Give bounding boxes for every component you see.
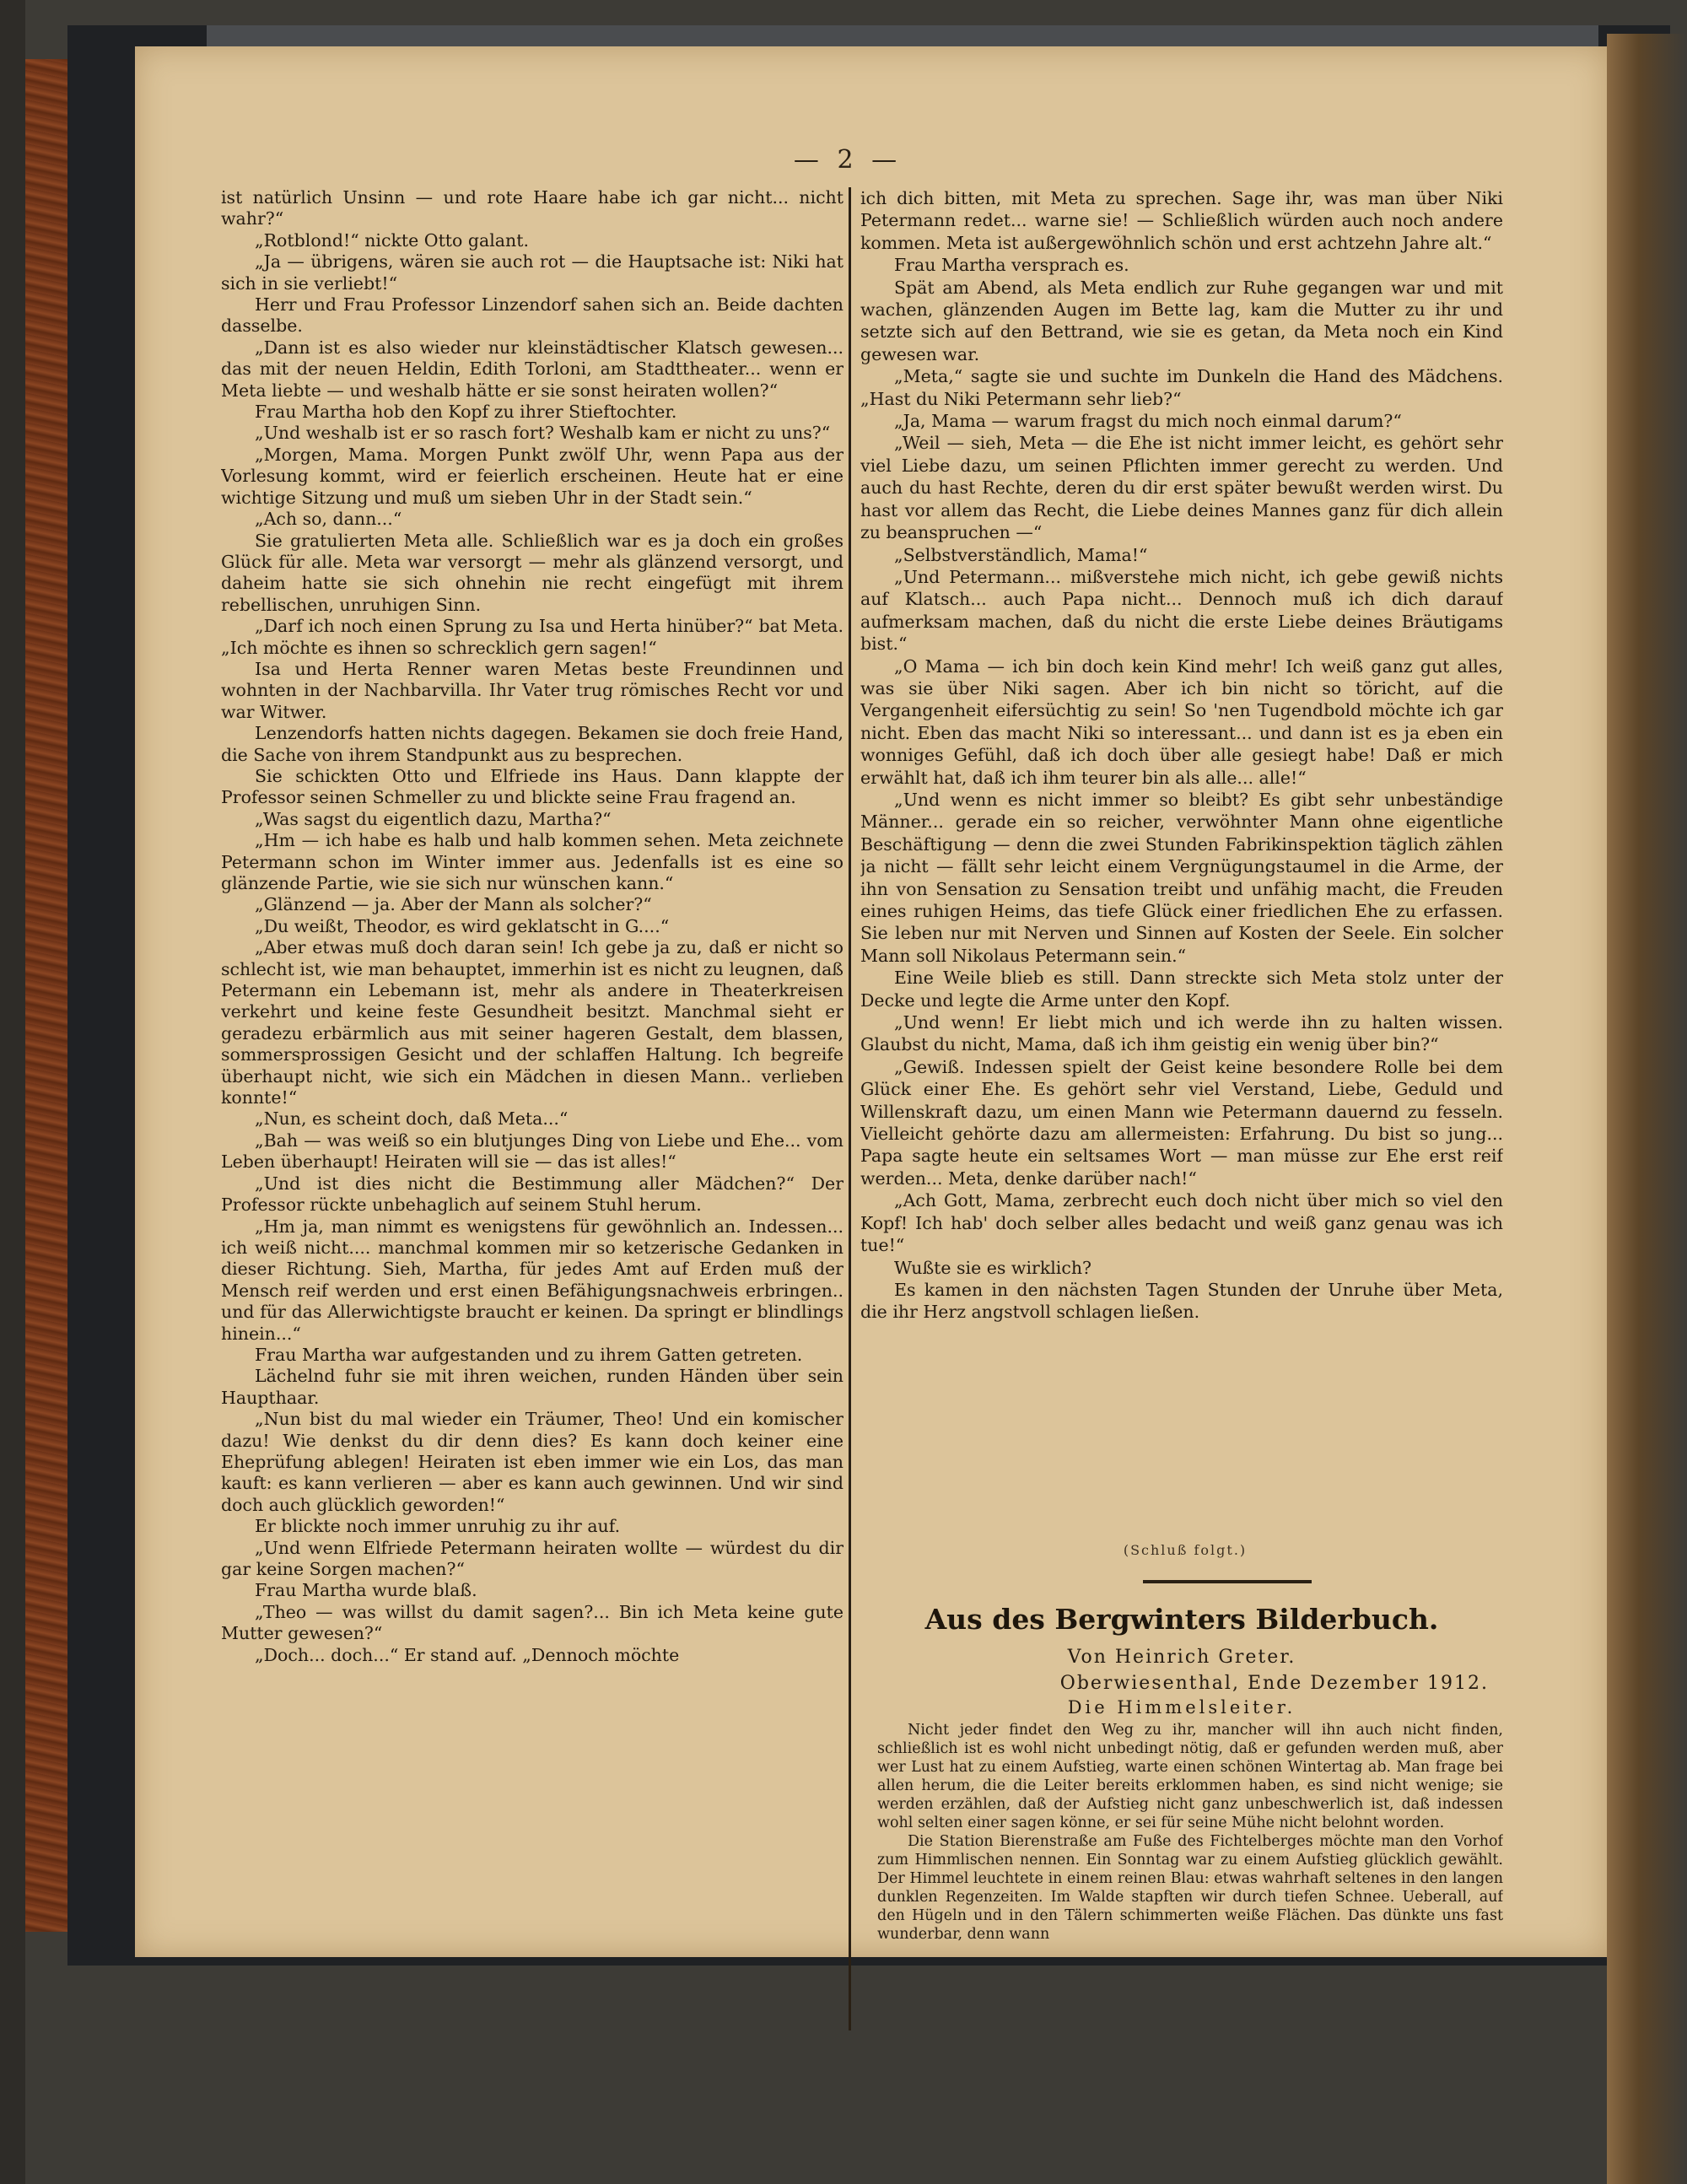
paragraph: Wußte sie es wirklich? bbox=[894, 1257, 1092, 1278]
continuation-mark: (Schluß folgt.) bbox=[1123, 1542, 1248, 1558]
paragraph: Die Station Bierenstraße am Fuße des Fichtelberges möchte man den Vorhof zum Himmlischen nennen. Ein Sonntag war zu einem Aufstieg glücklich gewählt. Der Himmel leuchtete in einem reinen Blau: etwas wahrhaft seltenes in den langen dunklen Regenzeiten. Im Walde stapften wir durch tiefen Schnee. Ueberall, auf den Hügeln und in den Tälern schimmerten weiße Flächen. Das dünkte uns fast wunderbar, denn wann bbox=[877, 1833, 1503, 1943]
paragraph: „Glänzend — ja. Aber der Mann als solcher?“ bbox=[255, 894, 652, 915]
paragraph: Es kamen in den nächsten Tagen Stunden der Unruhe über Meta, die ihr Herz angstvoll schlagen ließen. bbox=[860, 1279, 1503, 1323]
left-text-column bbox=[221, 187, 844, 2030]
right-text-column bbox=[860, 187, 1503, 1550]
paragraph: „Ja, Mama — warum fragst du mich noch einmal darum?“ bbox=[894, 411, 1402, 432]
paragraph: „Gewiß. Indessen spielt der Geist keine besondere Rolle bei dem Glück einer Ehe. Es gehört sehr viel Verstand, Liebe, Geduld und Willenskraft dazu, um einen Mann wie Petermann dauernd zu fesseln. Vielleicht gehörte dazu am allermeisten: Erfahrung. Du bist so jung... Papa sagte heute ein seltsames Wort — man müsse zur Ehe erst reif werden... Meta, denke darüber nach!“ bbox=[860, 1056, 1503, 1189]
paragraph: „Und wenn es nicht immer so bleibt? Es gibt sehr unbeständige Männer... gerade ein so reicher, verwöhnter Mann ohne eigentliche Beschäftigung — denn die zwei Stunden Fabrikinspektion täglich zählen ja nicht — fällt sehr leicht einem Vergnügungstaumel in die Arme, der ihn von Sensation zu Sensation treibt und unfähig macht, die Freuden eines ruhigen Heims, das tiefe Glück einer friedlichen Ehe zu erfassen. Sie leben nur mit Nerven und Sinnen auf Kosten der Seele. Ein solcher Mann soll Nikolaus Petermann sein.“ bbox=[860, 789, 1503, 966]
leather-spine bbox=[25, 59, 67, 1932]
paragraph: „Meta,“ sagte sie und suchte im Dunkeln die Hand des Mädchens. „Hast du Niki Petermann sehr lieb?“ bbox=[860, 366, 1503, 409]
paragraph: Frau Martha versprach es. bbox=[894, 255, 1129, 276]
paragraph: „Und wenn! Er liebt mich und ich werde ihn zu halten wissen. Glaubst du nicht, Mama, daß ich ihm geistig ein wenig über bin?“ bbox=[860, 1012, 1503, 1055]
paragraph: Er blickte noch immer unruhig zu ihr auf. bbox=[255, 1516, 621, 1537]
paragraph: „Nun bist du mal wieder ein Träumer, Theo! Und ein komischer dazu! Wie denkst du dir denn dies? Es kann doch keiner eine Eheprüfung ablegen! Heiraten ist eben immer wie ein Los, das man kauft: es kann verlieren — aber es kann auch gewinnen. Und wir sind doch auch glücklich geworden!“ bbox=[221, 1409, 844, 1515]
paragraph: „Hm — ich habe es halb und halb kommen sehen. Meta zeichnete Petermann schon im Winter immer aus. Jedenfalls ist es eine so glänzende Partie, wie sie sich nur wünschen kann.“ bbox=[221, 830, 844, 893]
paragraph: „Morgen, Mama. Morgen Punkt zwölf Uhr, wenn Papa aus der Vorlesung kommt, wird er feierlich erscheinen. Heute hat er eine wichtige Sitzung und muß um sieben Uhr in der Stadt sein.“ bbox=[221, 444, 844, 508]
paragraph: ich dich bitten, mit Meta zu sprechen. Sage ihr, was man über Niki Petermann redet... warne sie! — Schließlich würden auch noch andere kommen. Meta ist außergewöhnlich schön und erst achtzehn Jahre alt.“ bbox=[860, 188, 1503, 253]
page-number: — 2 — bbox=[793, 145, 903, 175]
paragraph: „Hm ja, man nimmt es wenigstens für gewöhnlich an. Indessen... ich weiß nicht.... manchmal kommen mir so ketzerische Gedanken in dieser Richtung. Sieh, Martha, für jedes Amt auf Erden muß der Mensch reif werden und erst einen Befähigungsnachweis erbringen.. und für das Allerwichtigste braucht er keinen. Da springt er blindlings hinein...“ bbox=[221, 1216, 844, 1344]
paragraph: „Ach Gott, Mama, zerbrecht euch doch nicht über mich so viel den Kopf! Ich hab' doch selber alles bedacht und weiß ganz genau was ich tue!“ bbox=[860, 1190, 1503, 1256]
paragraph: Herr und Frau Professor Linzendorf sahen sich an. Beide dachten dasselbe. bbox=[221, 294, 844, 337]
paragraph: „Dann ist es also wieder nur kleinstädtischer Klatsch gewesen... das mit der neuen Heldin, Edith Torloni, am Stadttheater... wenn er Meta liebte — und weshalb hätte er sie sonst heiraten wollen?“ bbox=[221, 337, 844, 401]
paragraph: Spät am Abend, als Meta endlich zur Ruhe gegangen war und mit wachen, glänzenden Augen im Bette lag, kam die Mutter zu ihr und setzte sich auf den Bettrand, wie sie es getan, da Meta noch ein Kind gewesen war. bbox=[860, 277, 1503, 364]
paragraph: „Rotblond!“ nickte Otto galant. bbox=[255, 229, 529, 251]
cover-top-edge bbox=[207, 25, 1598, 47]
paragraph: Lenzendorfs hatten nichts dagegen. Bekamen sie doch freie Hand, die Sache von ihrem Standpunkt aus zu besprechen. bbox=[221, 723, 844, 765]
paragraph: Nicht jeder findet den Weg zu ihr, mancher will ihn auch nicht finden, schließlich ist es wohl nicht unbedingt nötig, daß er gefunden werden muß, aber wer Lust hat zu einem Aufstieg, warte einen schönen Wintertag ab. Man frage bei allen herum, die die Leiter bereits erklommen haben, es sind nicht wenige; sie werden erzählen, daß der Aufstieg nicht ganz unbeschwerlich ist, daß indessen wohl selten einer sagen könne, er sei für seine Mühe nicht belohnt worden. bbox=[877, 1722, 1503, 1831]
article-dateline: Oberwiesenthal, Ende Dezember 1912. bbox=[1059, 1673, 1489, 1694]
paragraph: „Und weshalb ist er so rasch fort? Weshalb kam er nicht zu uns?“ bbox=[255, 423, 831, 444]
paragraph: „Du weißt, Theodor, es wird geklatscht in G....“ bbox=[255, 915, 670, 936]
paragraph: Frau Martha hob den Kopf zu ihrer Stieftochter. bbox=[255, 402, 677, 423]
paragraph: ist natürlich Unsinn — und rote Haare habe ich gar nicht... nicht wahr?“ bbox=[221, 187, 844, 229]
paragraph: „Theo — was willst du damit sagen?... Bin ich Meta keine gute Mutter gewesen?“ bbox=[221, 1601, 844, 1644]
paragraph: Sie gratulierten Meta alle. Schließlich war es ja doch ein großes Glück für alle. Meta war versorgt — mehr als glänzend versorgt, und daheim hatte sie sich ohnehin nie recht eingefügt mit ihrem rebellischen, unruhigen Sinn. bbox=[221, 530, 844, 615]
paragraph: Isa und Herta Renner waren Metas beste Freundinnen und wohnten in der Nachbarvilla. Ihr Vater trug römisches Recht vor und war Witwer. bbox=[221, 658, 844, 722]
paragraph: „Doch... doch...“ Er stand auf. „Dennoch möchte bbox=[255, 1644, 680, 1665]
paragraph: „Aber etwas muß doch daran sein! Ich gebe ja zu, daß er nicht so schlecht ist, wie man behauptet, immerhin ist es nicht zu leugnen, daß Petermann ein Lebemann ist, mehr als andere in Theaterkreisen verkehrt und keine feste Gesundheit besitzt. Manchmal sieht er geradezu erbärmlich aus mit seiner hageren Gestalt, dem blassen, sommersprossigen Gesicht und der schlaffen Haltung. Ich begreife überhaupt nicht, wie sich ein Mädchen in diesen Mann.. verlieben konnte!“ bbox=[221, 937, 844, 1108]
article-byline: Von Heinrich Greter. bbox=[1067, 1647, 1296, 1668]
paragraph: „Selbstverständlich, Mama!“ bbox=[894, 544, 1148, 565]
paragraph: „Und Petermann... mißverstehe mich nicht, ich gebe gewiß nichts auf Klatsch... auch Papa nicht... Dennoch muß ich dich darauf aufmerksam machen, daß du nicht die erste Liebe deines Bräutigams bist.“ bbox=[860, 566, 1503, 655]
article-title: Aus des Bergwinters Bilderbuch. bbox=[924, 1603, 1439, 1636]
paragraph: „Und wenn Elfriede Petermann heiraten wollte — würdest du dir gar keine Sorgen machen?“ bbox=[221, 1537, 844, 1579]
paragraph: „Weil — sieh, Meta — die Ehe ist nicht immer leicht, es gehört sehr viel Liebe dazu, um seinen Pflichten immer gerecht zu werden. Und auch du hast Rechte, deren du dir erst später bewußt werden wirst. Du hast vor allem das Recht, die Liebe deines Mannes ganz für dich allein zu beanspruchen —“ bbox=[860, 433, 1503, 543]
paragraph: Frau Martha war aufgestanden und zu ihrem Gatten getreten. bbox=[255, 1344, 803, 1365]
binding-edge bbox=[0, 0, 25, 2184]
paragraph: „O Mama — ich bin doch kein Kind mehr! Ich weiß ganz gut alles, was sie über Niki sagen. Aber ich bin nicht so töricht, auf die Vergangenheit eifersüchtig zu sein! So 'nen Tugendbold möchte ich gar nicht. Eben das macht Niki so interessant... und dann ist es ja eben ein wonniges Gefühl, daß ich doch über alle gesiegt habe! Daß er mich erwählt hat, daß ich ihm teurer bin als alle... alle!“ bbox=[860, 655, 1503, 788]
paragraph: „Nun, es scheint doch, daß Meta...“ bbox=[255, 1108, 569, 1130]
paragraph: Sie schickten Otto und Elfriede ins Haus. Dann klappte der Professor seinen Schmeller zu und blickte seine Frau fragend an. bbox=[221, 765, 844, 808]
paragraph: Frau Martha wurde blaß. bbox=[255, 1580, 477, 1601]
paragraph: „Und ist dies nicht die Bestimmung aller Mädchen?“ Der Professor rückte unbehaglich auf seinem Stuhl herum. bbox=[221, 1173, 844, 1216]
paragraph: Eine Weile blieb es still. Dann streckte sich Meta stolz unter der Decke und legte die Arme unter den Kopf. bbox=[860, 968, 1503, 1011]
column-divider bbox=[849, 187, 851, 2030]
paragraph: „Ach so, dann...“ bbox=[255, 509, 402, 530]
paragraph: Lächelnd fuhr sie mit ihren weichen, runden Händen über sein Haupthaar. bbox=[221, 1366, 844, 1408]
paragraph: „Darf ich noch einen Sprung zu Isa und Herta hinüber?“ bat Meta. „Ich möchte es ihnen so schrecklich gern sagen!“ bbox=[221, 616, 844, 658]
paragraph: „Ja — übrigens, wären sie auch rot — die Hauptsache ist: Niki hat sich in sie verliebt!“ bbox=[221, 251, 844, 294]
paragraph: „Was sagst du eigentlich dazu, Martha?“ bbox=[255, 808, 612, 829]
article-body bbox=[877, 1721, 1503, 2033]
article-subheading: Die Himmelsleiter. bbox=[1067, 1697, 1296, 1718]
page-stack-edge bbox=[1607, 34, 1687, 2184]
paragraph: „Bah — was weiß so ein blutjunges Ding von Liebe und Ehe... vom Leben überhaupt! Heiraten will sie — das ist alles!“ bbox=[221, 1130, 844, 1173]
section-divider bbox=[1143, 1580, 1312, 1583]
